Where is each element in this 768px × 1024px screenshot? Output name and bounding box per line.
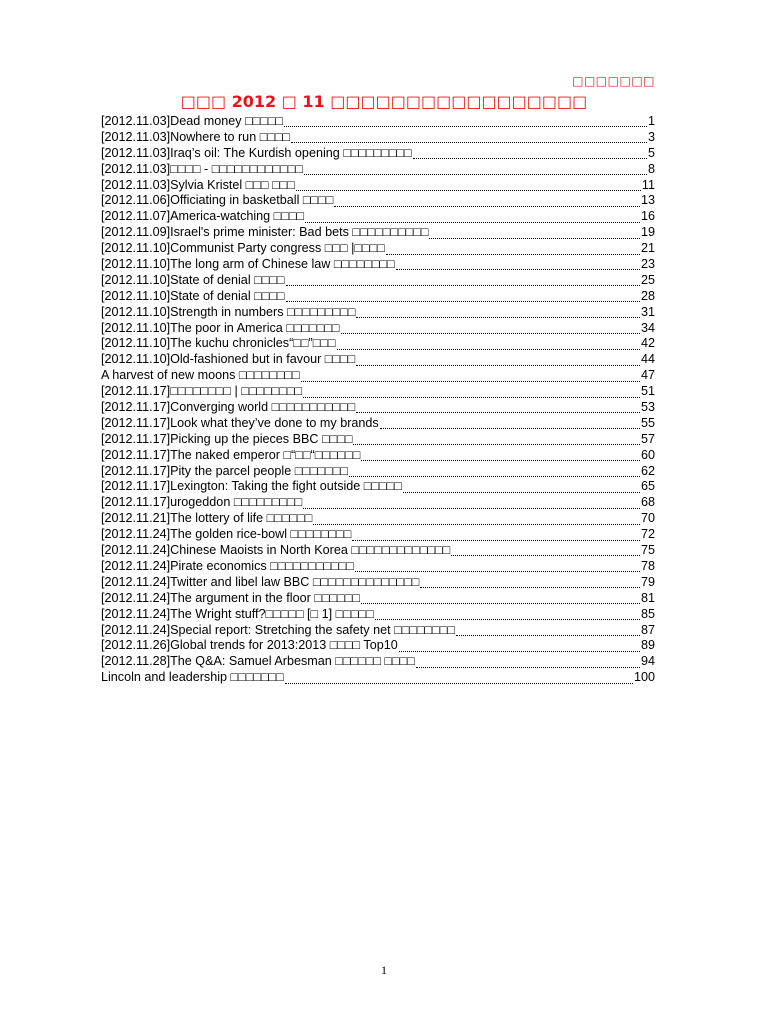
toc-entry[interactable] bbox=[101, 432, 655, 448]
toc-entry-title[interactable]: [2012.11.24]Pirate economics □□□□□□□□□□□ bbox=[101, 558, 354, 573]
document-title: □□□ 2012 □ 11 □□□□□□□□□□□□□□□□□ bbox=[180, 92, 588, 111]
toc-entry[interactable] bbox=[101, 654, 655, 670]
dot-leader bbox=[429, 228, 640, 239]
toc-entry[interactable] bbox=[101, 511, 655, 527]
toc-entry-title[interactable]: [2012.11.24]Twitter and libel law BBC □□□□□□□□□□□□□□ bbox=[101, 574, 420, 589]
dot-leader bbox=[286, 291, 640, 302]
toc-entry-page[interactable]: 19 bbox=[640, 225, 655, 240]
toc-entry[interactable] bbox=[101, 464, 655, 480]
toc-entry[interactable] bbox=[101, 209, 655, 225]
dot-leader bbox=[303, 498, 640, 509]
toc-entry-page[interactable]: 51 bbox=[640, 384, 655, 399]
toc-entry-page[interactable]: 55 bbox=[640, 415, 655, 430]
toc-entry-title[interactable]: [2012.11.10]Old-fashioned but in favour □□□□ bbox=[101, 352, 356, 367]
toc-entry[interactable] bbox=[101, 543, 655, 559]
toc-entry[interactable] bbox=[101, 352, 655, 368]
dot-leader bbox=[356, 355, 640, 366]
toc-entry-title[interactable]: [2012.11.10]State of denial □□□□ bbox=[101, 288, 285, 303]
toc-entry-page[interactable]: 11 bbox=[641, 177, 655, 192]
toc-entry-page[interactable]: 25 bbox=[640, 272, 655, 287]
toc-entry-title[interactable]: [2012.11.03]Nowhere to run □□□□ bbox=[101, 129, 291, 144]
toc-entry[interactable] bbox=[101, 575, 655, 591]
dot-leader bbox=[303, 387, 640, 398]
dot-leader bbox=[341, 323, 640, 334]
toc-entry[interactable] bbox=[101, 384, 655, 400]
dot-leader bbox=[284, 116, 647, 127]
toc-entry-title[interactable]: [2012.11.17]Converging world □□□□□□□□□□□ bbox=[101, 400, 356, 415]
toc-entry[interactable] bbox=[101, 495, 655, 511]
toc-entry[interactable] bbox=[101, 273, 655, 289]
dot-leader bbox=[313, 514, 640, 525]
toc-entry-page[interactable]: 68 bbox=[640, 495, 655, 510]
toc-entry[interactable] bbox=[101, 623, 655, 639]
dot-leader bbox=[420, 577, 640, 588]
toc-entry-page[interactable]: 8 bbox=[647, 161, 655, 176]
toc-entry-page[interactable]: 42 bbox=[640, 336, 655, 351]
toc-entry-page[interactable]: 28 bbox=[640, 288, 655, 303]
toc-entry-title[interactable]: [2012.11.10]State of denial □□□□ bbox=[101, 272, 285, 287]
toc-entry-page[interactable]: 1 bbox=[647, 114, 655, 128]
toc-entry-title[interactable]: Lincoln and leadership □□□□□□□ bbox=[101, 670, 284, 685]
toc-entry-title[interactable]: [2012.11.17]Lexington: Taking the fight outside □□□□□ bbox=[101, 479, 402, 494]
toc-entry[interactable] bbox=[101, 257, 655, 273]
toc-entry[interactable] bbox=[101, 162, 655, 178]
toc-entry-title[interactable]: [2012.11.24]The golden rice-bowl □□□□□□□□ bbox=[101, 527, 352, 542]
dot-leader bbox=[380, 418, 640, 429]
toc-entry-title[interactable]: [2012.11.06]Officiating in basketball □□□□ bbox=[101, 193, 334, 208]
toc-entry-page[interactable]: 13 bbox=[640, 193, 655, 208]
toc-entry-page[interactable]: 53 bbox=[640, 400, 655, 415]
dot-leader bbox=[337, 339, 640, 350]
toc-entry[interactable] bbox=[101, 321, 655, 337]
toc-entry-title[interactable]: [2012.11.17]Picking up the pieces BBC □□□□ bbox=[101, 431, 353, 446]
toc-entry-title[interactable]: [2012.11.24]Special report: Stretching the safety net □□□□□□□□ bbox=[101, 622, 455, 637]
toc-entry-page[interactable]: 94 bbox=[640, 654, 655, 669]
toc-entry-page[interactable]: 62 bbox=[640, 463, 655, 478]
toc-entry-title[interactable]: [2012.11.17]The naked emperor □“□□“□□□□□□ bbox=[101, 447, 361, 462]
toc-entry-title[interactable]: [2012.11.09]Israel's prime minister: Bad bets □□□□□□□□□□ bbox=[101, 225, 429, 240]
toc-entry-page[interactable]: 72 bbox=[640, 527, 655, 542]
toc-entry-title[interactable]: [2012.11.21]The lottery of life □□□□□□ bbox=[101, 511, 313, 526]
toc-entry-title[interactable]: [2012.11.10]Communist Party congress □□□ |□□□□ bbox=[101, 241, 385, 256]
dot-leader bbox=[386, 244, 640, 255]
toc-entry-page[interactable]: 44 bbox=[640, 352, 655, 367]
toc-entry[interactable] bbox=[101, 670, 655, 686]
toc-entry[interactable] bbox=[101, 591, 655, 607]
toc-entry[interactable] bbox=[101, 114, 655, 130]
toc-entry-title[interactable]: [2012.11.24]The argument in the floor □□□□□□ bbox=[101, 590, 360, 605]
dot-leader bbox=[301, 371, 640, 382]
toc-entry[interactable] bbox=[101, 607, 655, 623]
toc-entry-page[interactable]: 78 bbox=[640, 558, 655, 573]
dot-leader bbox=[296, 180, 641, 191]
toc-entry[interactable] bbox=[101, 225, 655, 241]
toc-entry-page[interactable]: 79 bbox=[640, 574, 655, 589]
toc-entry-page[interactable]: 87 bbox=[640, 622, 655, 637]
toc-entry-title[interactable]: [2012.11.03]Sylvia Kristel □□□ □□□ bbox=[101, 177, 295, 192]
toc-entry[interactable] bbox=[101, 638, 655, 654]
toc-entry[interactable] bbox=[101, 559, 655, 575]
toc-entry[interactable] bbox=[101, 527, 655, 543]
toc-entry[interactable] bbox=[101, 305, 655, 321]
toc-entry[interactable] bbox=[101, 130, 655, 146]
dot-leader bbox=[361, 450, 640, 461]
toc-entry-page[interactable]: 100 bbox=[633, 670, 655, 685]
toc-entry-title[interactable]: [2012.11.03]Iraq’s oil: The Kurdish opening □□□□□□□□□ bbox=[101, 145, 412, 160]
dot-leader bbox=[353, 434, 640, 445]
dot-leader bbox=[286, 275, 640, 286]
toc-entry-title[interactable]: A harvest of new moons □□□□□□□□ bbox=[101, 368, 300, 383]
toc-entry-page[interactable]: 31 bbox=[640, 304, 655, 319]
toc-entry-page[interactable]: 65 bbox=[640, 479, 655, 494]
toc-entry[interactable] bbox=[101, 368, 655, 384]
toc-entry-title[interactable]: [2012.11.07]America-watching □□□□ bbox=[101, 209, 305, 224]
toc-entry-title[interactable]: [2012.11.24]Chinese Maoists in North Korea □□□□□□□□□□□□□ bbox=[101, 543, 451, 558]
toc-entry-page[interactable]: 34 bbox=[640, 320, 655, 335]
dot-leader bbox=[456, 625, 640, 636]
dot-leader bbox=[304, 164, 647, 175]
toc-entry-title[interactable]: [2012.11.10]The long arm of Chinese law □□□□□□□□ bbox=[101, 257, 395, 272]
toc-entry[interactable] bbox=[101, 336, 655, 352]
dot-leader bbox=[356, 402, 640, 413]
dot-leader bbox=[334, 196, 640, 207]
dot-leader bbox=[375, 609, 640, 620]
dot-leader bbox=[396, 259, 640, 270]
toc-entry-page[interactable]: 70 bbox=[640, 511, 655, 526]
toc-entry[interactable] bbox=[101, 416, 655, 432]
toc-entry[interactable] bbox=[101, 479, 655, 495]
dot-leader bbox=[413, 148, 647, 159]
toc-entry-page[interactable]: 23 bbox=[640, 257, 655, 272]
toc-entry[interactable] bbox=[101, 178, 655, 194]
toc-entry-page[interactable]: 5 bbox=[647, 145, 655, 160]
toc-entry[interactable] bbox=[101, 448, 655, 464]
toc-entry[interactable] bbox=[101, 289, 655, 305]
dot-leader bbox=[403, 482, 640, 493]
toc-entry-title[interactable]: [2012.11.03]Dead money □□□□□ bbox=[101, 114, 284, 128]
page-number: 1 bbox=[381, 963, 387, 977]
dot-leader bbox=[352, 530, 640, 541]
toc-entry-page[interactable]: 89 bbox=[640, 638, 655, 653]
toc-entry-title[interactable]: [2012.11.17]urogeddon □□□□□□□□□ bbox=[101, 495, 303, 510]
toc-entry-page[interactable]: 75 bbox=[640, 543, 655, 558]
toc-entry-title[interactable]: [2012.11.17]Look what they’ve done to my brands bbox=[101, 415, 379, 430]
table-of-contents bbox=[101, 114, 655, 686]
dot-leader bbox=[416, 657, 640, 668]
toc-entry-title[interactable]: [2012.11.03]□□□□ - □□□□□□□□□□□□ bbox=[101, 161, 303, 176]
toc-entry[interactable] bbox=[101, 241, 655, 257]
toc-entry-title[interactable]: [2012.11.10]The kuchu chronicles“□□”□□□ bbox=[101, 336, 336, 351]
dot-leader bbox=[349, 466, 640, 477]
toc-entry-title[interactable]: [2012.11.10]Strength in numbers □□□□□□□□□ bbox=[101, 304, 356, 319]
toc-entry-title[interactable]: [2012.11.10]The poor in America □□□□□□□ bbox=[101, 320, 340, 335]
toc-entry-page[interactable]: 47 bbox=[640, 368, 655, 383]
dot-leader bbox=[361, 593, 640, 604]
toc-entry-page[interactable]: 21 bbox=[640, 241, 655, 256]
toc-entry-title[interactable]: [2012.11.28]The Q&A: Samuel Arbesman □□□□□□ □□□□ bbox=[101, 654, 415, 669]
dot-leader bbox=[399, 641, 640, 652]
toc-entry-page[interactable]: 57 bbox=[640, 431, 655, 446]
toc-entry-title[interactable]: [2012.11.24]The Wright stuff?□□□□□ [□ 1] □□□□□ bbox=[101, 606, 374, 621]
dot-leader bbox=[291, 132, 647, 143]
toc-entry[interactable] bbox=[101, 400, 655, 416]
toc-entry-title[interactable]: [2012.11.17]□□□□□□□□ | □□□□□□□□ bbox=[101, 384, 303, 399]
dot-leader bbox=[355, 561, 640, 572]
dot-leader bbox=[285, 673, 633, 684]
toc-entry[interactable] bbox=[101, 193, 655, 209]
toc-entry-title[interactable]: [2012.11.26]Global trends for 2013:2013 □□□□ Top10 bbox=[101, 638, 398, 653]
toc-entry-page[interactable]: 16 bbox=[640, 209, 655, 224]
toc-entry-page[interactable]: 3 bbox=[647, 129, 655, 144]
dot-leader bbox=[305, 212, 640, 223]
toc-entry[interactable] bbox=[101, 146, 655, 162]
dot-leader bbox=[356, 307, 640, 318]
header-mark: □□□□□□□ bbox=[572, 74, 655, 88]
toc-entry-title[interactable]: [2012.11.17]Pity the parcel people □□□□□□□ bbox=[101, 463, 348, 478]
toc-entry-page[interactable]: 60 bbox=[640, 447, 655, 462]
toc-entry-page[interactable]: 81 bbox=[640, 590, 655, 605]
toc-entry-page[interactable]: 85 bbox=[640, 606, 655, 621]
dot-leader bbox=[451, 545, 640, 556]
